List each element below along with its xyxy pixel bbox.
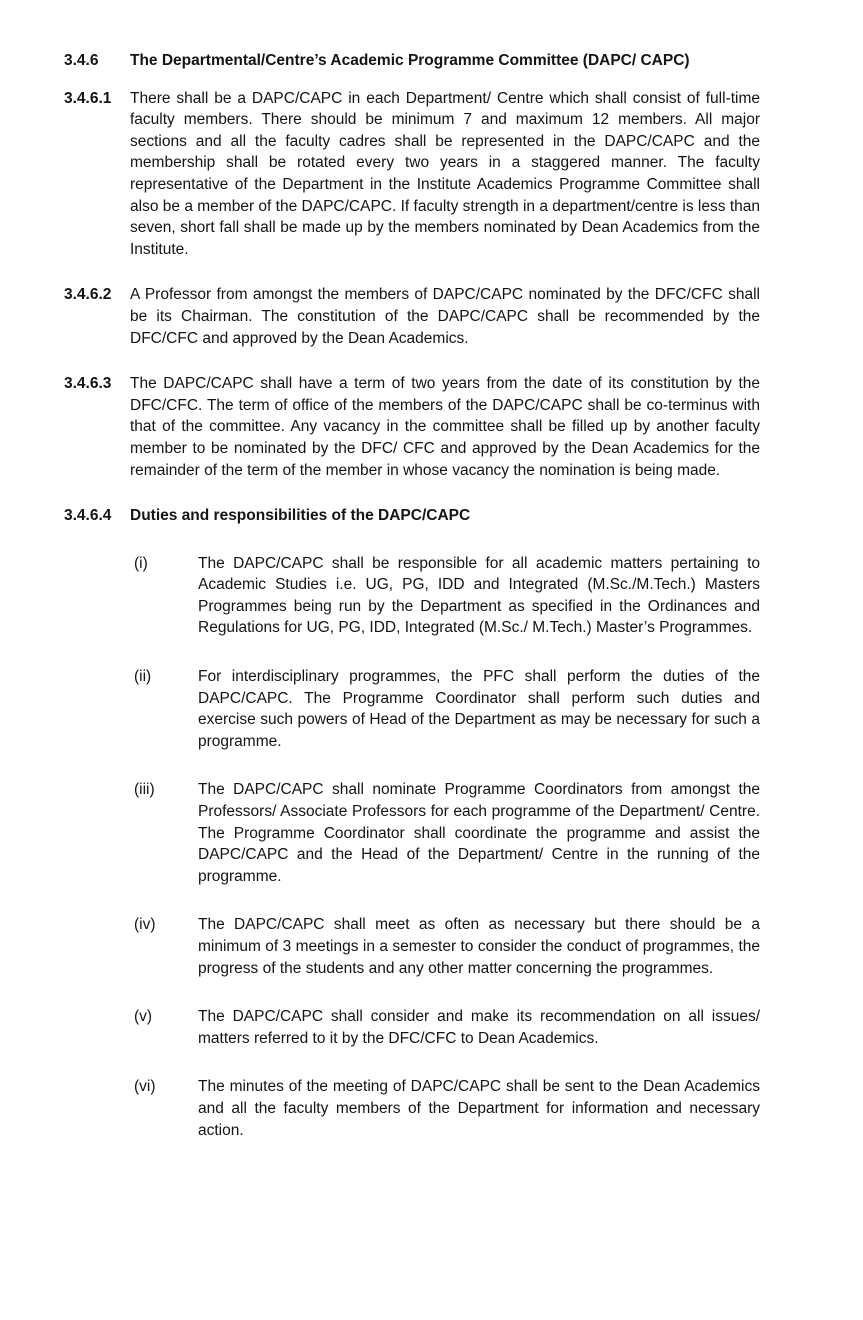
subheading-title: Duties and responsibilities of the DAPC/CAPC [130, 507, 471, 525]
duty-item [134, 553, 760, 639]
duty-label: (iii) [134, 781, 155, 799]
section-paragraph [64, 373, 760, 481]
section-number: 3.4.6.2 [64, 286, 112, 304]
duty-item [134, 666, 760, 752]
duty-label: (v) [134, 1008, 153, 1026]
duty-item [134, 914, 760, 979]
duties-list [134, 553, 760, 1141]
duty-label: (iv) [134, 916, 156, 934]
duty-item [134, 779, 760, 887]
duty-text: The DAPC/CAPC shall consider and make its recommendation on all issues/ matters referred to it by the DFC/CFC to Dean Academics. [198, 1008, 760, 1047]
section-heading [64, 50, 760, 72]
duty-item [134, 1076, 760, 1141]
duty-label: (i) [134, 554, 148, 572]
section-number: 3.4.6.3 [64, 375, 112, 393]
heading-number: 3.4.6 [64, 52, 99, 69]
section-text: The DAPC/CAPC shall have a term of two years from the date of its constitution by the DFC/CFC. The term of office of the members of the DAPC/CAPC shall be co-terminus with that of the committee. Any vacancy in the committee shall be filled up by another faculty member to be nominated by the DFC/ CFC and approved by the Dean Academics for the remainder of the term of the member in whose vacancy the nomination is being made. [130, 375, 760, 479]
duty-label: (vi) [134, 1078, 156, 1096]
section-number: 3.4.6.1 [64, 89, 112, 107]
subheading-number: 3.4.6.4 [64, 507, 112, 525]
duty-text: The DAPC/CAPC shall nominate Programme Coordinators from amongst the Professors/ Associate Professors for each programme of the Department/ Centre. The Programme Coordinator shall coordinate the programme and assist the DAPC/CAPC and the Head of the Department/ Centre in the running of the programme. [198, 781, 760, 885]
heading-title: The Departmental/Centre’s Academic Programme Committee (DAPC/ CAPC) [130, 52, 690, 69]
duty-text: For interdisciplinary programmes, the PFC shall perform the duties of the DAPC/CAPC. The Programme Coordinator shall perform such duties and exercise such powers of Head of the Department as may be necessary for such a programme. [198, 668, 760, 750]
duty-label: (ii) [134, 668, 152, 686]
section-subheading [64, 505, 760, 527]
section-text: There shall be a DAPC/CAPC in each Department/ Centre which shall consist of full-time faculty members. There should be minimum 7 and maximum 12 members. All major sections and all the faculty cadres shall be represented in the DAPC/CAPC and the membership shall be rotated every two years in a staggered manner. The faculty representative of the Department in the Institute Academics Programme Committee shall also be a member of the DAPC/CAPC. If faculty strength in a department/centre is less than seven, short fall shall be made up by the members nominated by Dean Academics from the Institute. [130, 89, 760, 258]
section-text: A Professor from amongst the members of DAPC/CAPC nominated by the DFC/CFC shall be its Chairman. The constitution of the DAPC/CAPC shall be recommended by the DFC/CFC and approved by the Dean Academics. [130, 286, 760, 347]
duty-text: The DAPC/CAPC shall meet as often as necessary but there should be a minimum of 3 meetings in a semester to consider the conduct of programmes, the progress of the students and any other matter concerning the programmes. [198, 916, 760, 977]
duty-item [134, 1006, 760, 1049]
section-paragraph [64, 284, 760, 349]
duty-text: The minutes of the meeting of DAPC/CAPC shall be sent to the Dean Academics and all the faculty members of the Department for information and necessary action. [198, 1078, 760, 1139]
section-paragraph [64, 88, 760, 261]
duty-text: The DAPC/CAPC shall be responsible for all academic matters pertaining to Academic Studies i.e. UG, PG, IDD and Integrated (M.Sc./M.Tech.) Masters Programmes being run by the Department as specified in the Ordinances and Regulations for UG, PG, IDD, Integrated (M.Sc./ M.Tech.) Master’s Programmes. [198, 554, 760, 637]
